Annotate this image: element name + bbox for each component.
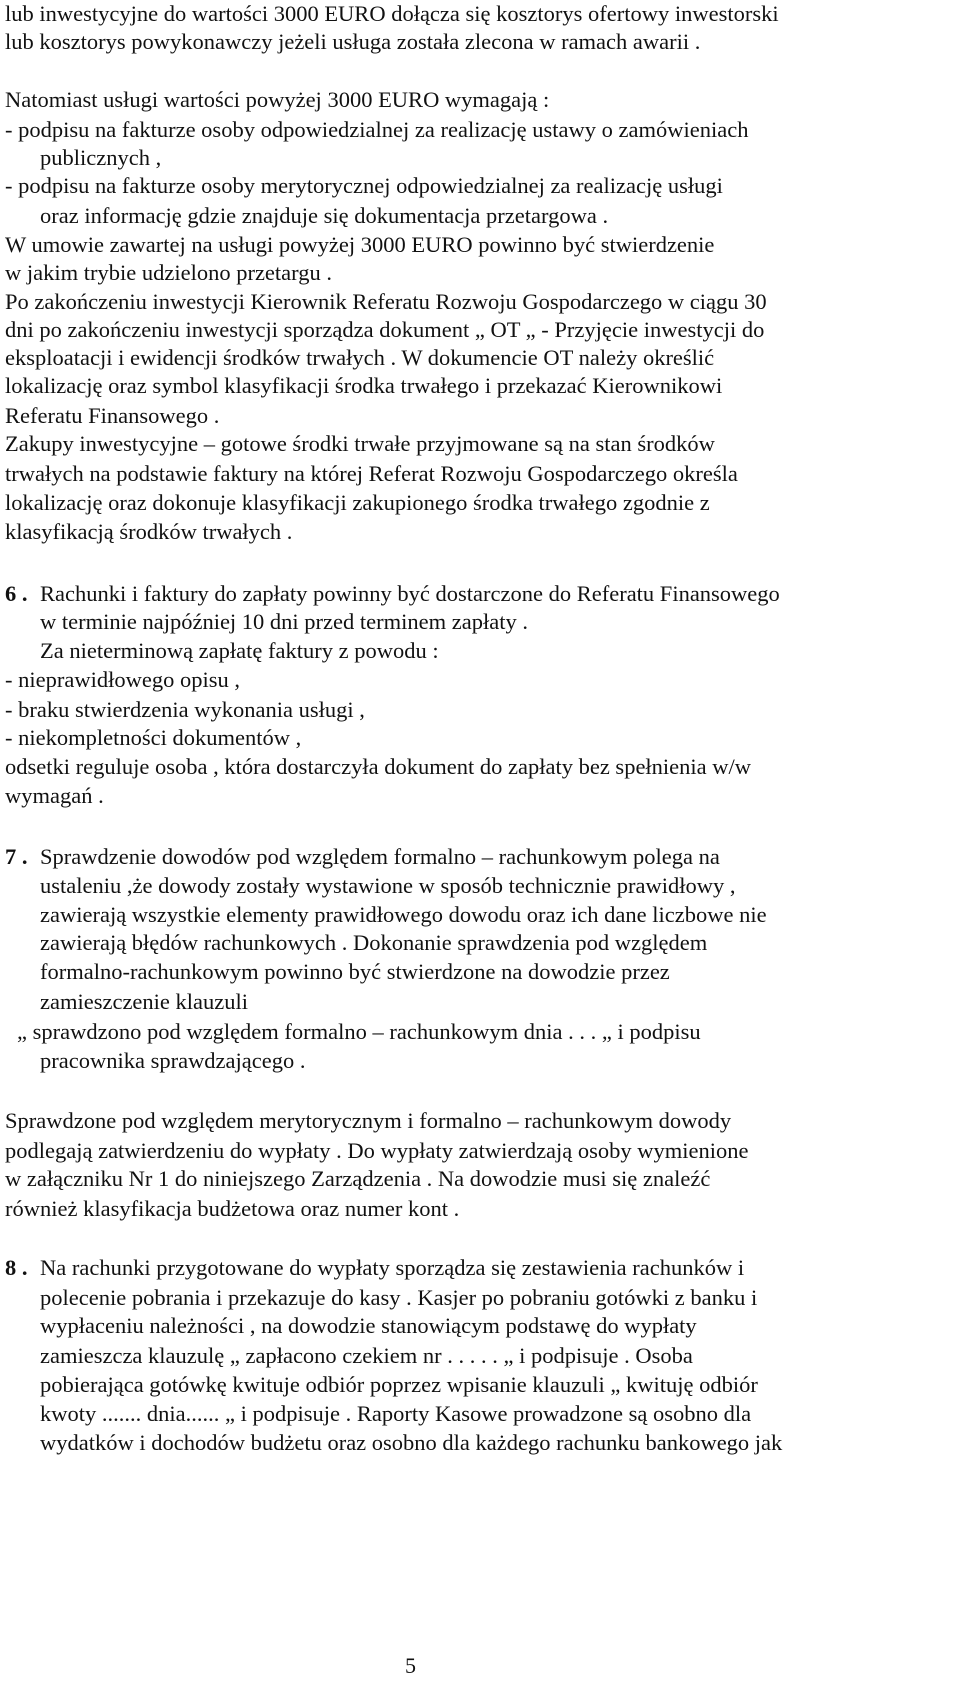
text-line: Sprawdzone pod względem merytorycznym i formalno – rachunkowym dowody bbox=[5, 1108, 732, 1133]
text-line: lokalizację oraz dokonuje klasyfikacji zakupionego środka trwałego zgodnie z bbox=[5, 490, 710, 515]
text-line: zawierają wszystkie elementy prawidłowego dowodu oraz ich dane liczbowe nie bbox=[40, 902, 767, 927]
text-line: Rachunki i faktury do zapłaty powinny być dostarczone do Referatu Finansowego bbox=[40, 581, 780, 606]
text-line: wymagań . bbox=[5, 783, 104, 808]
text-line: kwoty ....... dnia...... „ i podpisuje . Raporty Kasowe prowadzone są osobno dla bbox=[40, 1401, 752, 1426]
text-line: Za nieterminową zapłatę faktury z powodu : bbox=[40, 638, 439, 663]
section-number: 7 . bbox=[5, 844, 28, 869]
text-line: polecenie pobrania i przekazuje do kasy . Kasjer po pobraniu gotówki z banku i bbox=[40, 1285, 758, 1310]
text-line: trwałych na podstawie faktury na której Referat Rozwoju Gospodarczego określa bbox=[5, 461, 738, 486]
text-line: wypłaceniu należności , na dowodzie stanowiącym podstawę do wypłaty bbox=[40, 1313, 697, 1338]
text-line: pracownika sprawdzającego . bbox=[40, 1048, 306, 1073]
text-line: Sprawdzenie dowodów pod względem formalno – rachunkowym polega na bbox=[40, 844, 720, 869]
text-line: zamieszcza klauzulę „ zapłacono czekiem nr . . . . . „ i podpisuje . Osoba bbox=[40, 1343, 693, 1368]
text-line: formalno-rachunkowym powinno być stwierdzone na dowodzie przez bbox=[40, 959, 670, 984]
section-number: 6 . bbox=[5, 581, 28, 606]
text-line: oraz informację gdzie znajduje się dokumentacja przetargowa . bbox=[40, 203, 609, 228]
text-line: eksploatacji i ewidencji środków trwałych . W dokumencie OT należy określić bbox=[5, 345, 715, 370]
text-line: publicznych , bbox=[40, 145, 162, 170]
text-line: W umowie zawartej na usługi powyżej 3000 EURO powinno być stwierdzenie bbox=[5, 232, 715, 257]
text-line: klasyfikacją środków trwałych . bbox=[5, 519, 293, 544]
text-line: - podpisu na fakturze osoby odpowiedzialnej za realizację ustawy o zamówieniach bbox=[5, 117, 749, 142]
text-line: Zakupy inwestycyjne – gotowe środki trwałe przyjmowane są na stan środków bbox=[5, 431, 715, 456]
text-line: Na rachunki przygotowane do wypłaty sporządza się zestawienia rachunków i bbox=[40, 1255, 745, 1280]
text-line: Natomiast usługi wartości powyżej 3000 EURO wymagają : bbox=[5, 87, 550, 112]
text-line: w załączniku Nr 1 do niniejszego Zarządzenia . Na dowodzie musi się znaleźć bbox=[5, 1166, 711, 1191]
text-line: w jakim trybie udzielono przetargu . bbox=[5, 260, 332, 285]
text-line: podlegają zatwierdzeniu do wypłaty . Do wypłaty zatwierdzają osoby wymienione bbox=[5, 1138, 749, 1163]
text-line: - nieprawidłowego opisu , bbox=[5, 667, 240, 692]
text-line: wydatków i dochodów budżetu oraz osobno dla każdego rachunku bankowego jak bbox=[40, 1430, 783, 1455]
text-line: pobierająca gotówkę kwituje odbiór poprzez wpisanie klauzuli „ kwituję odbiór bbox=[40, 1372, 758, 1397]
text-line: - braku stwierdzenia wykonania usługi , bbox=[5, 697, 365, 722]
text-line: Po zakończeniu inwestycji Kierownik Referatu Rozwoju Gospodarczego w ciągu 30 bbox=[5, 289, 767, 314]
page-number: 5 bbox=[405, 1653, 416, 1678]
text-line: lub kosztorys powykonawczy jeżeli usługa została zlecona w ramach awarii . bbox=[5, 29, 701, 54]
text-line: Referatu Finansowego . bbox=[5, 403, 220, 428]
text-line: lub inwestycyjne do wartości 3000 EURO dołącza się kosztorys ofertowy inwestorski bbox=[5, 1, 779, 26]
text-line: - niekompletności dokumentów , bbox=[5, 725, 302, 750]
text-line: zamieszczenie klauzuli bbox=[40, 989, 249, 1014]
text-line: dni po zakończeniu inwestycji sporządza dokument „ OT „ - Przyjęcie inwestycji do bbox=[5, 317, 765, 342]
text-line: ustaleniu ,że dowody zostały wystawione w sposób technicznie prawidłowy , bbox=[40, 873, 736, 898]
text-line: lokalizację oraz symbol klasyfikacji środka trwałego i przekazać Kierownikowi bbox=[5, 373, 723, 398]
section-number: 8 . bbox=[5, 1255, 28, 1280]
text-line: zawierają błędów rachunkowych . Dokonanie sprawdzenia pod względem bbox=[40, 930, 708, 955]
text-line: w terminie najpóźniej 10 dni przed terminem zapłaty . bbox=[40, 609, 528, 634]
text-line: „ sprawdzono pod względem formalno – rachunkowym dnia . . . „ i podpisu bbox=[17, 1019, 701, 1044]
text-line: odsetki reguluje osoba , która dostarczyła dokument do zapłaty bez spełnienia w/w bbox=[5, 754, 752, 779]
text-line: również klasyfikacja budżetowa oraz numer kont . bbox=[5, 1196, 460, 1221]
text-line: - podpisu na fakturze osoby merytorycznej odpowiedzialnej za realizację usługi bbox=[5, 173, 723, 198]
